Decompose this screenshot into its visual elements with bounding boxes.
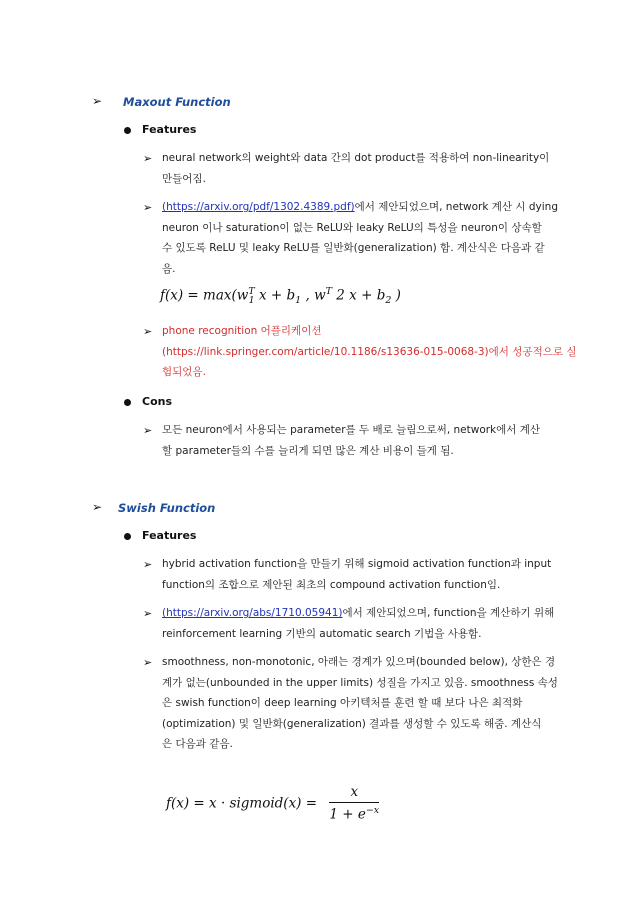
- text-line: 만들어짐.: [162, 172, 206, 185]
- text-line: 에서 제안되었으며, network 계산 시 dying: [354, 201, 558, 213]
- text-line: neural network의 weight와 data 간의 dot product를 적용하여 non-linearity이: [162, 152, 550, 164]
- arrow-bullet-icon: ➢: [143, 201, 153, 214]
- maxout-formula: $f(x) = \max(w^T_1$ $x + b_1$ , $w^T$ 2 $x + b_2$ ): [160, 286, 401, 307]
- text-line: function의 조합으로 제안된 최초의 compound activation function임.: [162, 578, 501, 591]
- text-line: (optimization) 및 일반화(generalization) 결과를 생성할 수 있도록 해줌. 계산식: [162, 717, 542, 730]
- arrow-bullet-icon: ➢: [143, 325, 153, 338]
- swish-formula: f(x) = x · sigmoid(x) = $\frac{x}{1 + e^{-x}}$: [166, 784, 380, 823]
- list-item: [162, 197, 567, 279]
- circle-bullet-icon: [124, 127, 131, 134]
- text-line: reinforcement learning 기반의 automatic search 기법을 사용함.: [162, 627, 482, 640]
- text-line: smoothness, non-monotonic, 아래는 경계가 있으며(bounded below), 상한은 경: [162, 656, 556, 668]
- arrow-bullet-icon: ➢: [143, 656, 153, 669]
- circle-bullet-icon: [124, 399, 131, 406]
- list-item: [162, 554, 567, 595]
- list-item: [162, 148, 567, 189]
- text-line: hybrid activation function을 만들기 위해 sigmoid activation function과 input: [162, 558, 552, 570]
- list-item: [162, 420, 567, 461]
- arxiv-link[interactable]: (https://arxiv.org/pdf/1302.4389.pdf): [162, 201, 355, 213]
- text-line: 음.: [162, 262, 176, 275]
- list-item: [162, 652, 567, 755]
- text-line: (https://link.springer.com/article/10.1186/s13636-015-0068-3)에서 성공적으로 실: [162, 345, 577, 358]
- arrow-bullet-icon: ➢: [92, 94, 103, 108]
- text-line: 은 다음과 같음.: [162, 738, 233, 750]
- section-title-maxout: Maxout Function: [123, 95, 231, 109]
- cons-heading: Cons: [142, 395, 173, 408]
- features-heading: Features: [142, 123, 197, 136]
- arrow-bullet-icon: ➢: [143, 424, 153, 437]
- text-line: 에서 제안되었으며, function을 계산하기 위해: [342, 607, 555, 619]
- arrow-bullet-icon: ➢: [143, 152, 153, 165]
- circle-bullet-icon: [124, 533, 131, 540]
- text-line: 할 parameter들의 수를 늘리게 되면 많은 계산 비용이 들게 됨.: [162, 444, 454, 457]
- text-line: 모든 neuron에서 사용되는 parameter를 두 배로 늘림으로써, network에서 계산: [162, 424, 541, 436]
- arrow-bullet-icon: ➢: [92, 500, 103, 514]
- arrow-bullet-icon: ➢: [143, 558, 153, 571]
- features-heading: Features: [142, 529, 197, 542]
- text-line: neuron 이나 saturation이 없는 ReLU와 leaky ReLU의 특성을 neuron이 상속할: [162, 221, 542, 234]
- text-line: 험되었음.: [162, 366, 206, 378]
- text-line: 은 swish function이 deep learning 아키텍처를 훈련 할 때 보다 나은 최적화: [162, 697, 523, 709]
- list-item: [162, 603, 567, 644]
- section-title-swish: Swish Function: [118, 501, 216, 515]
- text-line: 수 있도록 ReLU 및 leaky ReLU를 일반화(generalization) 함. 계산식은 다음과 같: [162, 242, 545, 254]
- formula-denominator: $1 + e^{-x}$: [329, 805, 380, 823]
- text-line: phone recognition 어플리케이션: [162, 325, 322, 337]
- arxiv-link[interactable]: (https://arxiv.org/abs/1710.05941): [162, 607, 343, 619]
- arrow-bullet-icon: ➢: [143, 607, 153, 620]
- formula-numerator: x: [329, 784, 379, 803]
- list-item: [162, 321, 577, 383]
- text-line: 계가 없는(unbounded in the upper limits) 성질을 가지고 있음. smoothness 속성: [162, 676, 558, 689]
